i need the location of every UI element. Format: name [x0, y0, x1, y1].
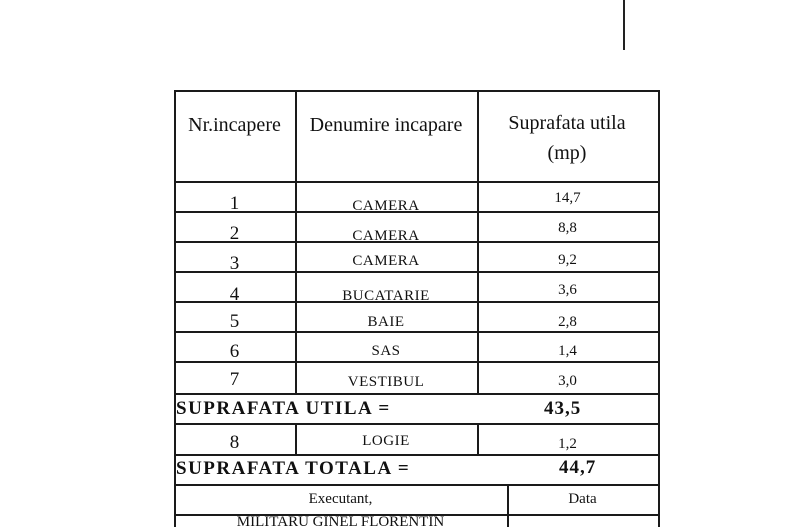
useful-area-label: SUPRAFATA UTILA =	[176, 397, 391, 419]
room-name: SAS	[371, 342, 401, 359]
room-number: 5	[229, 311, 240, 332]
room-number: 4	[229, 284, 240, 305]
header-room-name: Denumire incapare	[309, 114, 463, 136]
executant-name: MILITARU GINEL FLORENTIN	[236, 514, 445, 528]
room-area: 3,0	[558, 372, 577, 389]
header-useful-area: Suprafata utila (mp)	[508, 112, 626, 164]
executant-label: Executant,	[308, 491, 373, 507]
room-number: 1	[229, 193, 240, 214]
total-area-value: 44,7	[559, 457, 597, 478]
room-name: VESTIBUL	[347, 373, 425, 390]
room-name: CAMERA	[352, 197, 420, 214]
room-area: 1,4	[558, 342, 577, 359]
useful-area-value: 43,5	[544, 397, 582, 419]
room-area: 2,8	[558, 313, 577, 330]
header-room-number: Nr.incapere	[188, 114, 281, 136]
total-area-label: SUPRAFATA TOTALA =	[176, 458, 411, 479]
room-number: 8	[229, 432, 240, 453]
room-name: BAIE	[367, 313, 405, 330]
room-name: BUCATARIE	[342, 287, 430, 304]
room-number: 3	[229, 253, 240, 274]
table-line	[174, 423, 659, 425]
room-name: CAMERA	[352, 227, 420, 244]
vertical-mark	[623, 0, 625, 50]
room-area: 9,2	[558, 251, 577, 268]
room-number: 2	[229, 223, 240, 244]
room-area: 3,6	[558, 281, 577, 298]
room-name: LOGIE	[362, 432, 410, 449]
room-area: 8,8	[558, 219, 577, 236]
table-border-right	[658, 90, 660, 527]
date-label: Data	[568, 491, 597, 507]
room-area: 14,7	[554, 189, 581, 206]
room-number: 6	[229, 341, 240, 362]
room-name: CAMERA	[352, 252, 420, 269]
room-number: 7	[229, 369, 240, 390]
room-area-table	[174, 90, 659, 527]
room-area: 1,2	[558, 435, 577, 452]
table-line	[174, 181, 659, 183]
